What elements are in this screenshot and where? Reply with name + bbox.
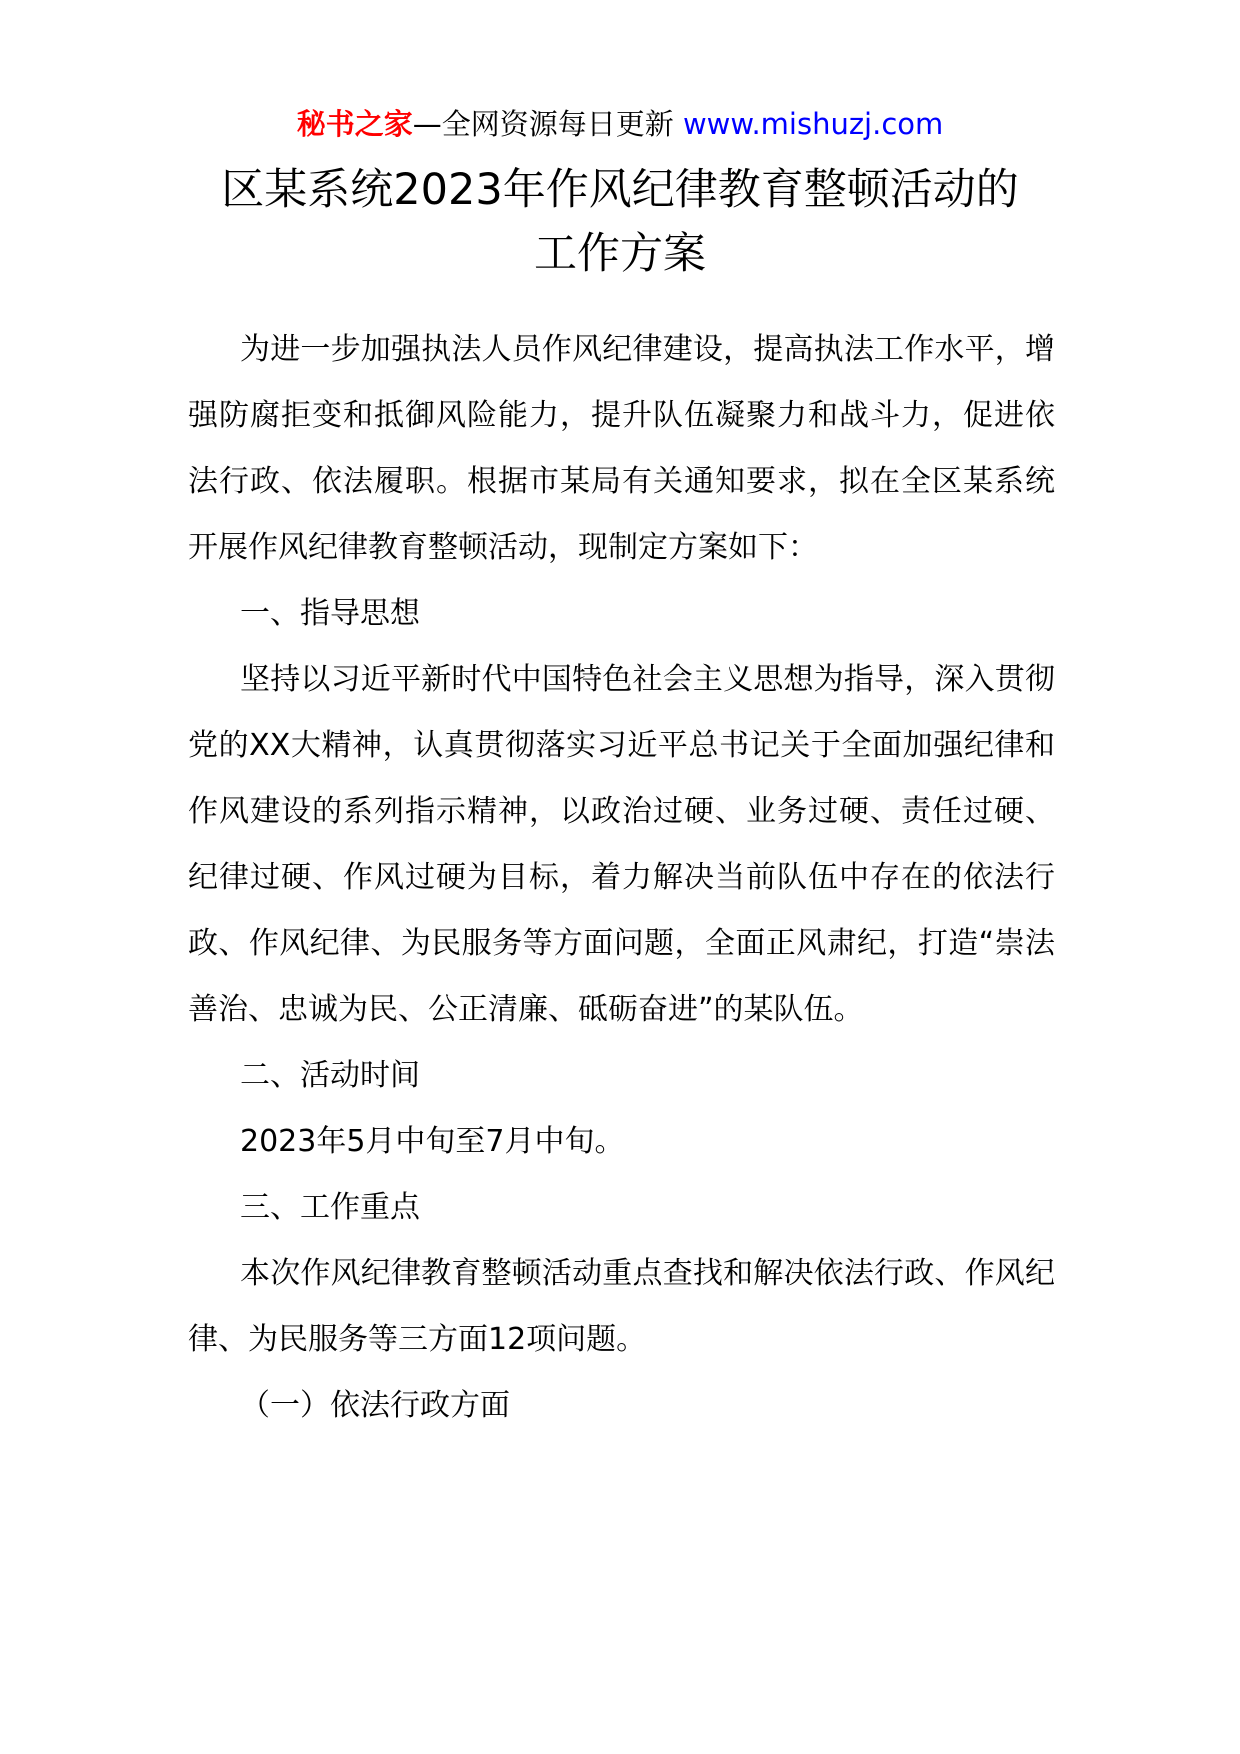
section-heading-activity-time: 二、活动时间 xyxy=(240,1058,420,1093)
title-line-2: 工作方案 xyxy=(534,229,706,279)
title-line-1: 区某系统2023年作风纪律教育整顿活动的 xyxy=(221,165,1019,215)
subsection-heading-law-administration: （一）依法行政方面 xyxy=(240,1388,510,1423)
work-focus-paragraph: 本次作风纪律教育整顿活动重点查找和解决依法行政、作风纪律、为民服务等三方面12项问题。 xyxy=(188,1256,1055,1357)
site-tagline: —全网资源每日更新 xyxy=(412,107,674,141)
intro-paragraph: 为进一步加强执法人员作风纪律建设，提高执法工作水平，增强防腐拒变和抵御风险能力，提升队伍凝聚力和战斗力，促进依法行政、依法履职。根据市某局有关通知要求，拟在全区某系统开展作风纪律教育整顿活动，现制定方案如下： xyxy=(188,332,1055,565)
site-url-link[interactable]: www.mishuzj.com xyxy=(682,107,944,141)
site-header xyxy=(0,100,1240,148)
activity-time-paragraph: 2023年5月中旬至7月中旬。 xyxy=(240,1124,625,1159)
section-heading-work-focus: 三、工作重点 xyxy=(240,1190,420,1225)
section-heading-guiding-ideology: 一、指导思想 xyxy=(240,596,420,631)
document-body xyxy=(188,317,1055,1439)
document-title xyxy=(150,158,1090,286)
guiding-ideology-paragraph: 坚持以习近平新时代中国特色社会主义思想为指导，深入贯彻党的XX大精神，认真贯彻落实习近平总书记关于全面加强纪律和作风建设的系列指示精神，以政治过硬、业务过硬、责任过硬、纪律过硬、作风过硬为目标，着力解决当前队伍中存在的依法行政、作风纪律、为民服务等方面问题，全面正风肃纪，打造“崇法善治、忠诚为民、公正清廉、砥砺奋进”的某队伍。 xyxy=(188,662,1055,1027)
site-brand: 秘书之家 xyxy=(296,107,413,141)
